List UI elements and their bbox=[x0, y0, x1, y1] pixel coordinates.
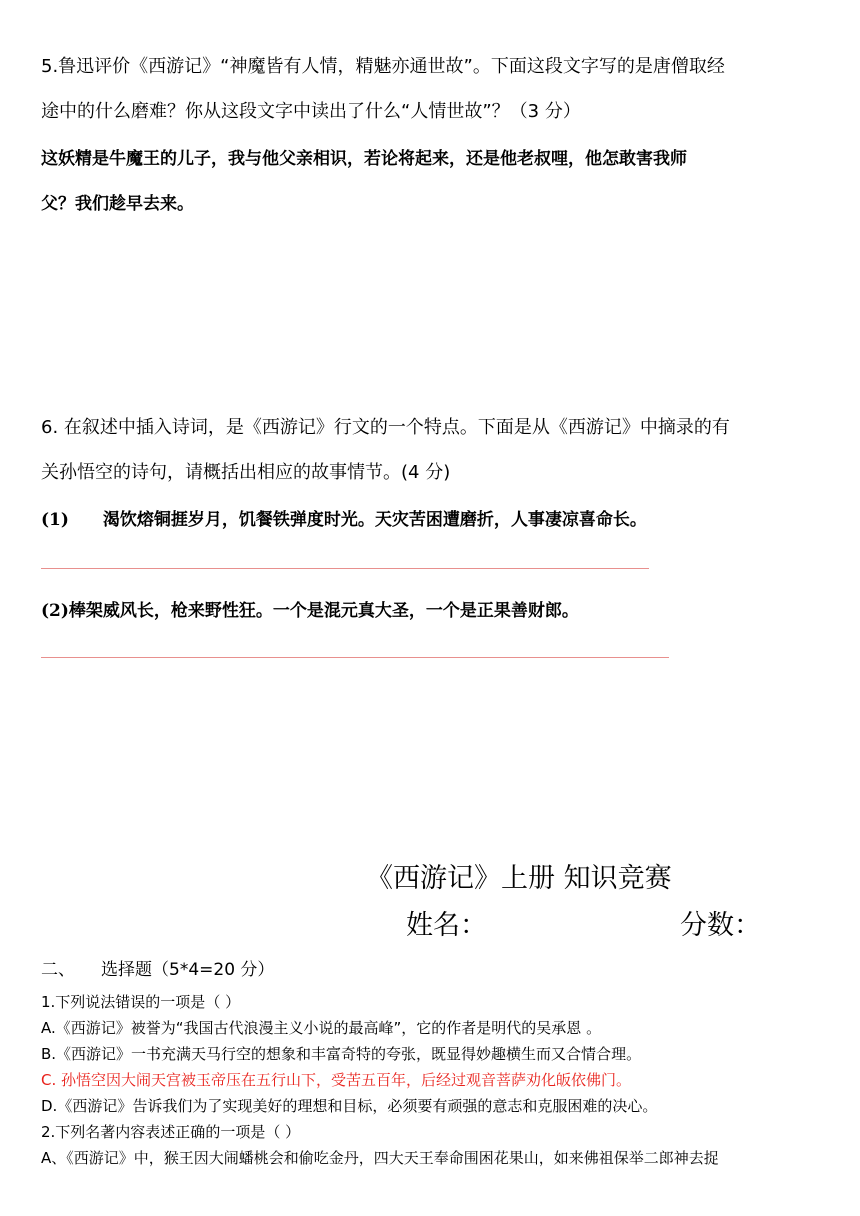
answer-line-1[interactable] bbox=[41, 568, 649, 569]
name-label: 姓名： bbox=[406, 910, 487, 941]
q6-poem2: (2)棒架威风长，枪来野性狂。一个是混元真大圣，一个是正果善财郎。 bbox=[41, 601, 579, 621]
q6-poem1-text: 渴饮熔铜捱岁月，饥餐铁弹度时光。天灾苦困遭磨折，人事凄凉喜命长。 bbox=[102, 510, 647, 530]
q6-poem1-number: (1) bbox=[41, 510, 69, 530]
mc1-stem: 1.下列说法错误的一项是（ ） bbox=[41, 993, 241, 1011]
q5-line2: 途中的什么磨难？你从这段文字中读出了什么“人情世故”？（3 分） bbox=[41, 101, 581, 122]
q5-quote-line2: 父？我们趁早去来。 bbox=[41, 194, 194, 214]
mc1-option-b: B.《西游记》一书充满天马行空的想象和丰富奇特的夸张，既显得妙趣横生而又合情合理。 bbox=[41, 1045, 642, 1063]
q6-line1: 6. 在叙述中插入诗词，是《西游记》行文的一个特点。下面是从《西游记》中摘录的有 bbox=[41, 417, 730, 438]
mc2-stem: 2.下列名著内容表述正确的一项是（ ） bbox=[41, 1123, 301, 1141]
mc1-option-a: A.《西游记》被誉为“我国古代浪漫主义小说的最高峰”，它的作者是明代的吴承恩 。 bbox=[41, 1019, 602, 1037]
q5-quote-line1: 这妖精是牛魔王的儿子，我与他父亲相识，若论将起来，还是他老叔哩，他怎敢害我师 bbox=[41, 149, 687, 169]
section-title: 选择题（5*4=20 分） bbox=[101, 960, 275, 980]
section-heading bbox=[41, 955, 274, 980]
mc2-option-a: A、《西游记》中，猴王因大闹蟠桃会和偷吃金丹，四大天王奉命围困花果山，如来佛祖保举二郎神去捉 bbox=[41, 1149, 719, 1167]
q6-poem1 bbox=[41, 505, 647, 530]
mc1-option-c: C. 孙悟空因大闹天宫被玉帝压在五行山下，受苦五百年，后经过观音菩萨劝化皈依佛门。 bbox=[41, 1071, 632, 1089]
answer-line-2[interactable] bbox=[41, 657, 669, 658]
score-label: 分数： bbox=[680, 910, 761, 941]
quiz-title: 《西游记》上册 知识竞赛 bbox=[366, 863, 672, 894]
mc1-option-d: D.《西游记》告诉我们为了实现美好的理想和目标，必须要有顽强的意志和克服困难的决心。 bbox=[41, 1097, 658, 1115]
q5-line1: 5.鲁迅评价《西游记》“神魔皆有人情，精魅亦通世故”。下面这段文字写的是唐僧取经 bbox=[41, 56, 725, 77]
section-number: 二、 bbox=[41, 960, 75, 980]
q6-line2: 关孙悟空的诗句，请概括出相应的故事情节。(4 分) bbox=[41, 462, 451, 483]
